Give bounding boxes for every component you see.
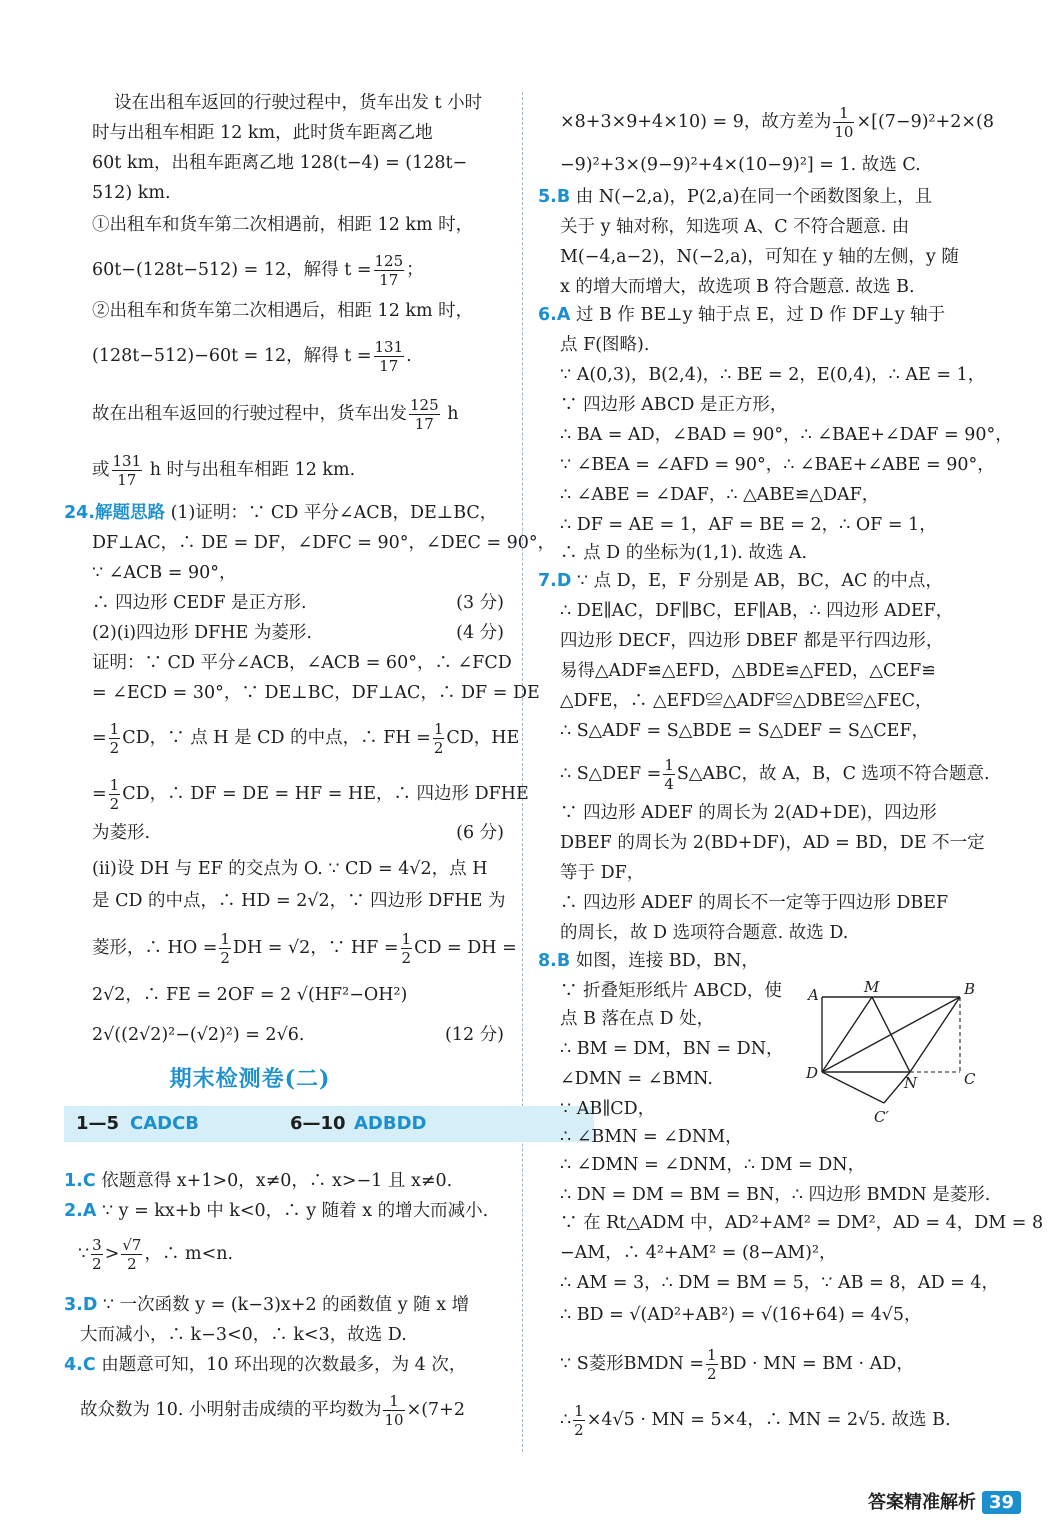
- text-line: ∴ BA = AD，∠BAD = 90°，∴ ∠BAE+∠DAF = 90°，: [560, 425, 1013, 445]
- text-line: = ∠ECD = 30°，∵ DE⊥BC，DF⊥AC，∴ DF = DE: [92, 683, 540, 703]
- text-line: 点 F(图略).: [560, 335, 650, 355]
- text-line: DF⊥AC，∴ DE = DF，∠DFC = 90°，∠DEC = 90°，: [92, 533, 556, 553]
- answer-2: 2.A ∵ y = kx+b 中 k<0，∴ y 随着 x 的增大而减小.: [64, 1201, 489, 1221]
- text-line: 故在出租车返回的行驶过程中，货车出发 $\frac{125}{17}$ h: [92, 396, 459, 433]
- fraction: $\frac{125}{17}$: [374, 252, 404, 289]
- score: (12 分): [445, 1025, 504, 1045]
- text-line: ∵ 四边形 ABCD 是正方形，: [560, 395, 788, 415]
- text-line: M(−4,a−2)，N(−2,a)，可知在 y 轴的左侧，y 随: [560, 247, 959, 267]
- text-line: 四边形 DECF，四边形 DBEF 都是平行四边形，: [560, 631, 944, 651]
- text-line: DBEF 的周长为 2(BD+DF)，AD = BD，DE 不一定: [560, 833, 985, 853]
- text-line: ∴ BM = DM，BN = DN，: [560, 1039, 784, 1059]
- text-line: ∵ 在 Rt△ADM 中，AD²+AM² = DM²，AD = 4，DM = 8: [560, 1213, 1044, 1233]
- edge-dc2: [822, 1072, 884, 1103]
- text-line: 是 CD 的中点，∴ HD = 2√2，∵ 四边形 DFHE 为: [92, 891, 506, 911]
- text-line: 60t km，出租车距离乙地 128(t−4) = (128t−: [92, 153, 468, 173]
- score: (3 分): [456, 593, 504, 613]
- fraction: $\frac{1}{2}$: [707, 1346, 717, 1383]
- fraction: $\frac{125}{17}$: [410, 396, 439, 433]
- text-line: ∴ ∠BMN = ∠DNM，: [560, 1127, 743, 1147]
- score: (6 分): [456, 823, 504, 843]
- label-c-prime: C′: [874, 1108, 889, 1126]
- fraction: $\frac{1}{2}$: [109, 776, 120, 813]
- label-n: N: [904, 1074, 918, 1092]
- text-line: 故众数为 10. 小明射击成绩的平均数为 $\frac{1}{10}$ ×(7+2: [80, 1392, 465, 1429]
- text-line: x 的增大而增大，故选项 B 符合题意. 故选 B.: [560, 277, 915, 297]
- text-line: 时与出租车相距 12 km，此时货车距离乙地: [92, 123, 433, 143]
- text-line: ∴ AM = 3，∴ DM = BM = 5，∵ AB = 8，AD = 4，: [560, 1273, 1000, 1293]
- fraction: $\frac{1}{2}$: [433, 720, 444, 757]
- text-line: 点 B 落在点 D 处，: [560, 1009, 715, 1029]
- text-line: ∴ ∠ABE = ∠DAF，∴ △ABE≌△DAF，: [560, 485, 880, 505]
- text-line: △DFE，∴ △EFD≌△ADF≌△DBE≌△FEC，: [560, 691, 933, 711]
- answer-3: 3.D ∵ 一次函数 y = (k−3)x+2 的函数值 y 随 x 增: [64, 1295, 470, 1315]
- label-b: B: [964, 980, 976, 998]
- text-line: ∴ S△ADF = S△BDE = S△DEF = S△CEF，: [560, 721, 930, 741]
- text-line: ∵ AB∥CD，: [560, 1099, 656, 1119]
- text-line: ∴ DF = AE = 1，AF = BE = 2，∴ OF = 1，: [560, 515, 937, 535]
- text-line: −AM，∴ 4²+AM² = (8−AM)²，: [560, 1243, 837, 1263]
- fraction: $\frac{131}{17}$: [112, 452, 142, 489]
- text-line: −9)²+3×(9−9)²+4×(10−9)²] = 1. 故选 C.: [560, 155, 921, 175]
- fraction: $\frac{1}{2}$: [109, 720, 120, 757]
- label-a: A: [808, 986, 819, 1004]
- text-line: ∴ ∠DMN = ∠DNM，∴ DM = DN，: [560, 1155, 866, 1175]
- fraction: $\frac{√7}{2}$: [122, 1236, 142, 1273]
- section-title: 期末检测卷(二): [169, 1066, 331, 1092]
- answer-range: 1—5: [76, 1113, 120, 1134]
- text-line: 60t−(128t−512) = 12，解得 t = $\frac{125}{17}$ ；: [92, 252, 424, 289]
- text-line: ∴ S△DEF = $\frac{1}{4}$ S△ABC，故 A，B，C 选项不符合题意.: [560, 756, 990, 793]
- left-column: [64, 0, 556, 1536]
- text-line: ∴ $\frac{1}{2}$ ×4√5 · MN = 5×4，∴ MN = 2√5. 故选 B.: [560, 1402, 951, 1439]
- answer-6: 6.A 过 B 作 BE⊥y 轴于点 E，过 D 作 DF⊥y 轴于: [538, 305, 946, 325]
- text-line: 设在出租车返回的行驶过程中，货车出发 t 小时: [114, 93, 483, 113]
- label-m: M: [864, 980, 880, 996]
- answer-key-bar: [64, 1106, 594, 1142]
- text-line: 等于 DF，: [560, 863, 645, 883]
- answer-range: 6—10: [290, 1113, 346, 1134]
- text-line: ∠DMN = ∠BMN.: [560, 1069, 713, 1089]
- seg-bn: [910, 997, 960, 1072]
- text-line: ∴ 四边形 ADEF 的周长不一定等于四边形 DBEF: [560, 893, 949, 913]
- text-line: ∵ A(0,3)，B(2,4)，∴ BE = 2，E(0,4)，∴ AE = 1，: [560, 365, 986, 385]
- text-line: ∴ DN = DM = BM = BN，∴ 四边形 BMDN 是菱形.: [560, 1185, 991, 1205]
- score: (4 分): [456, 623, 504, 643]
- fraction: $\frac{1}{2}$: [401, 930, 412, 967]
- text-line: ∴ 点 D 的坐标为(1,1). 故选 A.: [560, 543, 808, 563]
- text-line: ∵ 折叠矩形纸片 ABCD，使: [560, 981, 782, 1001]
- answer-5: 5.B 由 N(−2,a)，P(2,a)在同一个函数图象上，且: [538, 187, 933, 207]
- edge-md: [822, 997, 872, 1072]
- text-line: = $\frac{1}{2}$ CD，∴ DF = DE = HF = HE，∴ 四边形 DFHE: [92, 776, 529, 813]
- text-line: (ii)设 DH 与 EF 的交点为 O. ∵ CD = 4√2，点 H: [92, 859, 488, 879]
- answer-1: 1.C 依题意得 x+1>0，x≠0，∴ x>−1 且 x≠0.: [64, 1171, 453, 1191]
- footer-label: 答案精准解析: [868, 1492, 976, 1513]
- text-line: ∴ BD = √(AD²+AB²) = √(16+64) = 4√5，: [560, 1305, 922, 1325]
- text-line: 证明：∵ CD 平分∠ACB，∠ACB = 60°，∴ ∠FCD: [92, 653, 512, 673]
- text-line: 易得△ADF≌△EFD，△BDE≌△FED，△CEF≌: [560, 661, 936, 681]
- text-line: 2√2，∴ FE = 2OF = 2 √(HF²−OH²): [92, 985, 408, 1005]
- text-line: 或 $\frac{131}{17}$ h 时与出租车相距 12 km.: [92, 452, 356, 489]
- text-line: 关于 y 轴对称，知选项 A、C 不符合题意. 由: [560, 217, 910, 237]
- right-column: [538, 0, 1044, 1536]
- text-line: 512) km.: [92, 183, 171, 203]
- fraction: $\frac{131}{17}$: [374, 338, 404, 375]
- text-line: ∴ 四边形 CEDF 是正方形.: [92, 593, 307, 613]
- text-line: ∵ ∠ACB = 90°，: [92, 563, 237, 583]
- text-line: 菱形，∴ HO = $\frac{1}{2}$ DH = √2，∵ HF = $\frac{1}{2}$ CD = DH =: [92, 930, 517, 967]
- label-d: D: [806, 1064, 819, 1082]
- text-line: ∵ 四边形 ADEF 的周长为 2(AD+DE)，四边形: [560, 803, 937, 823]
- text-line: 大而减小，∴ k−3<0，∴ k<3，故选 D.: [80, 1325, 407, 1345]
- page-footer: [868, 1488, 1021, 1514]
- text-line: 的周长，故 D 选项符合题意. 故选 D.: [560, 923, 849, 943]
- fraction: $\frac{3}{2}$: [92, 1236, 102, 1273]
- text-line: ∵ S菱形BMDN = $\frac{1}{2}$ BD · MN = BM · AD，: [560, 1346, 914, 1383]
- answer-7: 7.D ∵ 点 D，E，F 分别是 AB，BC，AC 的中点，: [538, 571, 943, 591]
- label-c: C: [964, 1070, 976, 1088]
- text-line: 为菱形.: [92, 823, 151, 843]
- question-24: 24.解题思路 (1)证明：∵ CD 平分∠ACB，DE⊥BC，: [64, 503, 498, 523]
- text-line: ∵ $\frac{3}{2}$ > $\frac{√7}{2}$ ，∴ m<n.: [78, 1236, 234, 1273]
- fraction: $\frac{1}{2}$: [220, 930, 230, 967]
- answer-values: ADBDD: [354, 1113, 427, 1134]
- text-line: 2√((2√2)²−(√2)²) = 2√6.: [92, 1025, 305, 1045]
- text-line: ②出租车和货车第二次相遇后，相距 12 km 时，: [92, 301, 474, 321]
- diag-bd: [822, 997, 960, 1072]
- fraction: $\frac{1}{10}$: [384, 1392, 404, 1429]
- answer-4: 4.C 由题意可知，10 环出现的次数最多，为 4 次，: [64, 1355, 467, 1375]
- text-line: (128t−512)−60t = 12，解得 t = $\frac{131}{17}$ .: [92, 338, 412, 375]
- fold-figure: [800, 980, 990, 1130]
- fraction: $\frac{1}{10}$: [834, 104, 854, 141]
- text-line: ×8+3×9+4×10) = 9，故方差为 $\frac{1}{10}$ ×[(7−9)²+2×(8: [560, 104, 994, 141]
- text-line: ∵ ∠BEA = ∠AFD = 90°，∴ ∠BAE+∠ABE = 90°，: [560, 455, 995, 475]
- fraction: $\frac{1}{2}$: [574, 1402, 584, 1439]
- page-number: 39: [982, 1491, 1021, 1514]
- text-line: = $\frac{1}{2}$ CD，∵ 点 H 是 CD 的中点，∴ FH = $\frac{1}{2}$ CD，HE: [92, 720, 520, 757]
- answer-values: CADCB: [130, 1113, 200, 1134]
- fraction: $\frac{1}{4}$: [664, 756, 674, 793]
- text-line: (2)(i)四边形 DFHE 为菱形.: [92, 623, 312, 643]
- text-line: ①出租车和货车第二次相遇前，相距 12 km 时，: [92, 215, 474, 235]
- text-line: ∴ DE∥AC，DF∥BC，EF∥AB，∴ 四边形 ADEF，: [560, 601, 954, 621]
- answer-8: 8.B 如图，连接 BD，BN，: [538, 951, 759, 971]
- column-divider: [522, 92, 523, 1452]
